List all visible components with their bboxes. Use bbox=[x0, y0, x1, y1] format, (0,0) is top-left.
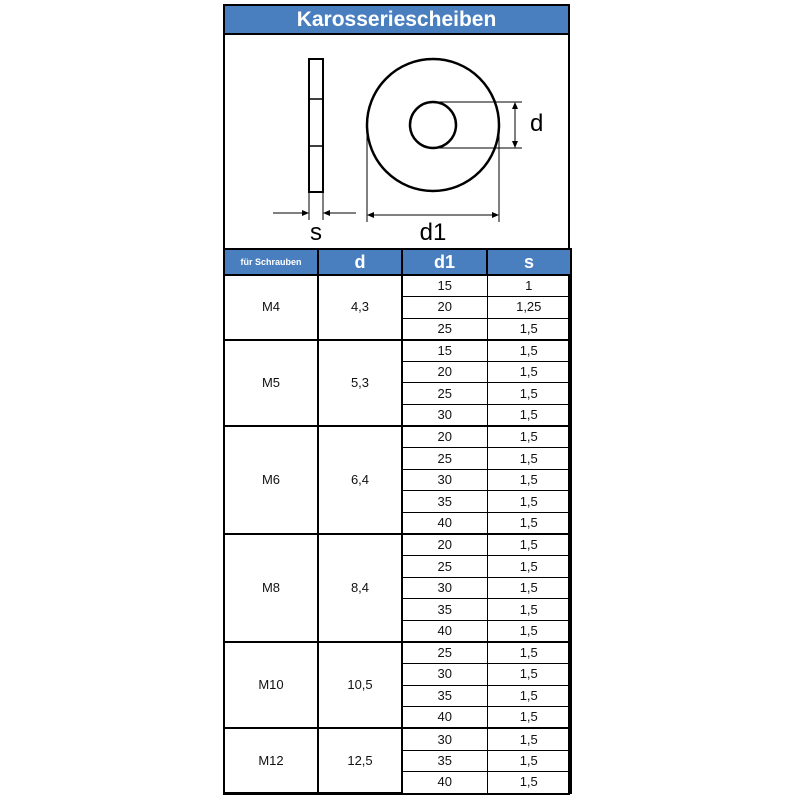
cell-s: 1,5 bbox=[487, 642, 571, 664]
cell-d1: 20 bbox=[402, 361, 487, 383]
label-d: d bbox=[530, 110, 544, 137]
page-title: Karosseriescheiben bbox=[225, 6, 568, 35]
table-body bbox=[224, 275, 571, 793]
cell-d1: 35 bbox=[402, 491, 487, 513]
cell-s: 1,5 bbox=[487, 469, 571, 491]
cell-d1: 30 bbox=[402, 664, 487, 686]
cell-s: 1,5 bbox=[487, 728, 571, 750]
cell-s: 1,5 bbox=[487, 318, 571, 340]
cell-s: 1,5 bbox=[487, 383, 571, 405]
cell-screw: M6 bbox=[224, 426, 318, 534]
cell-d: 10,5 bbox=[318, 642, 402, 728]
cell-screw: M10 bbox=[224, 642, 318, 728]
cell-s: 1,5 bbox=[487, 426, 571, 448]
cell-screw: M8 bbox=[224, 534, 318, 642]
cell-d1: 20 bbox=[402, 297, 487, 319]
cell-s: 1,5 bbox=[487, 577, 571, 599]
cell-screw: M5 bbox=[224, 340, 318, 426]
cell-s: 1,5 bbox=[487, 772, 571, 794]
cell-d: 4,3 bbox=[318, 275, 402, 340]
cell-d1: 25 bbox=[402, 383, 487, 405]
cell-d: 12,5 bbox=[318, 728, 402, 793]
cell-d1: 30 bbox=[402, 405, 487, 427]
cell-d1: 35 bbox=[402, 685, 487, 707]
cell-d1: 15 bbox=[402, 275, 487, 297]
cell-d1: 35 bbox=[402, 750, 487, 772]
cell-s: 1,5 bbox=[487, 556, 571, 578]
cell-d: 6,4 bbox=[318, 426, 402, 534]
cell-d1: 30 bbox=[402, 577, 487, 599]
cell-d1: 40 bbox=[402, 772, 487, 794]
cell-s: 1,5 bbox=[487, 750, 571, 772]
cell-d1: 35 bbox=[402, 599, 487, 621]
cell-s: 1,5 bbox=[487, 621, 571, 643]
cell-d1: 30 bbox=[402, 728, 487, 750]
cell-s: 1,5 bbox=[487, 534, 571, 556]
table-row bbox=[224, 728, 571, 750]
cell-s: 1,5 bbox=[487, 340, 571, 362]
cell-s: 1,5 bbox=[487, 599, 571, 621]
cell-s: 1,5 bbox=[487, 361, 571, 383]
cell-screw: M12 bbox=[224, 728, 318, 793]
header-d1: d1 bbox=[402, 249, 487, 275]
label-d1: d1 bbox=[419, 219, 447, 246]
cell-d1: 25 bbox=[402, 448, 487, 470]
cell-d1: 20 bbox=[402, 534, 487, 556]
cell-d1: 25 bbox=[402, 642, 487, 664]
cell-s: 1,25 bbox=[487, 297, 571, 319]
cell-s: 1,5 bbox=[487, 491, 571, 513]
washer-side-view bbox=[309, 59, 323, 192]
header-d: d bbox=[318, 249, 402, 275]
cell-s: 1,5 bbox=[487, 664, 571, 686]
cell-screw: M4 bbox=[224, 275, 318, 340]
cell-d1: 40 bbox=[402, 707, 487, 729]
washer-hole bbox=[410, 102, 456, 148]
cell-s: 1,5 bbox=[487, 707, 571, 729]
cell-d: 8,4 bbox=[318, 534, 402, 642]
cell-d1: 20 bbox=[402, 426, 487, 448]
table-row bbox=[224, 534, 571, 556]
washer-drawing bbox=[225, 35, 568, 252]
table-header-row bbox=[224, 249, 571, 275]
cell-d1: 25 bbox=[402, 318, 487, 340]
table-row bbox=[224, 340, 571, 362]
cell-d1: 40 bbox=[402, 513, 487, 535]
cell-s: 1 bbox=[487, 275, 571, 297]
cell-s: 1,5 bbox=[487, 513, 571, 535]
cell-d1: 15 bbox=[402, 340, 487, 362]
cell-s: 1,5 bbox=[487, 448, 571, 470]
cell-s: 1,5 bbox=[487, 405, 571, 427]
table-row bbox=[224, 642, 571, 664]
header-s: s bbox=[487, 249, 571, 275]
washer-front-view bbox=[367, 59, 499, 191]
header-screw: für Schrauben bbox=[224, 249, 318, 275]
cell-d1: 25 bbox=[402, 556, 487, 578]
cell-d1: 30 bbox=[402, 469, 487, 491]
table-row bbox=[224, 426, 571, 448]
label-s: s bbox=[310, 219, 322, 246]
table-row bbox=[224, 275, 571, 297]
spec-table bbox=[223, 248, 572, 794]
cell-d: 5,3 bbox=[318, 340, 402, 426]
cell-d1: 40 bbox=[402, 621, 487, 643]
cell-s: 1,5 bbox=[487, 685, 571, 707]
